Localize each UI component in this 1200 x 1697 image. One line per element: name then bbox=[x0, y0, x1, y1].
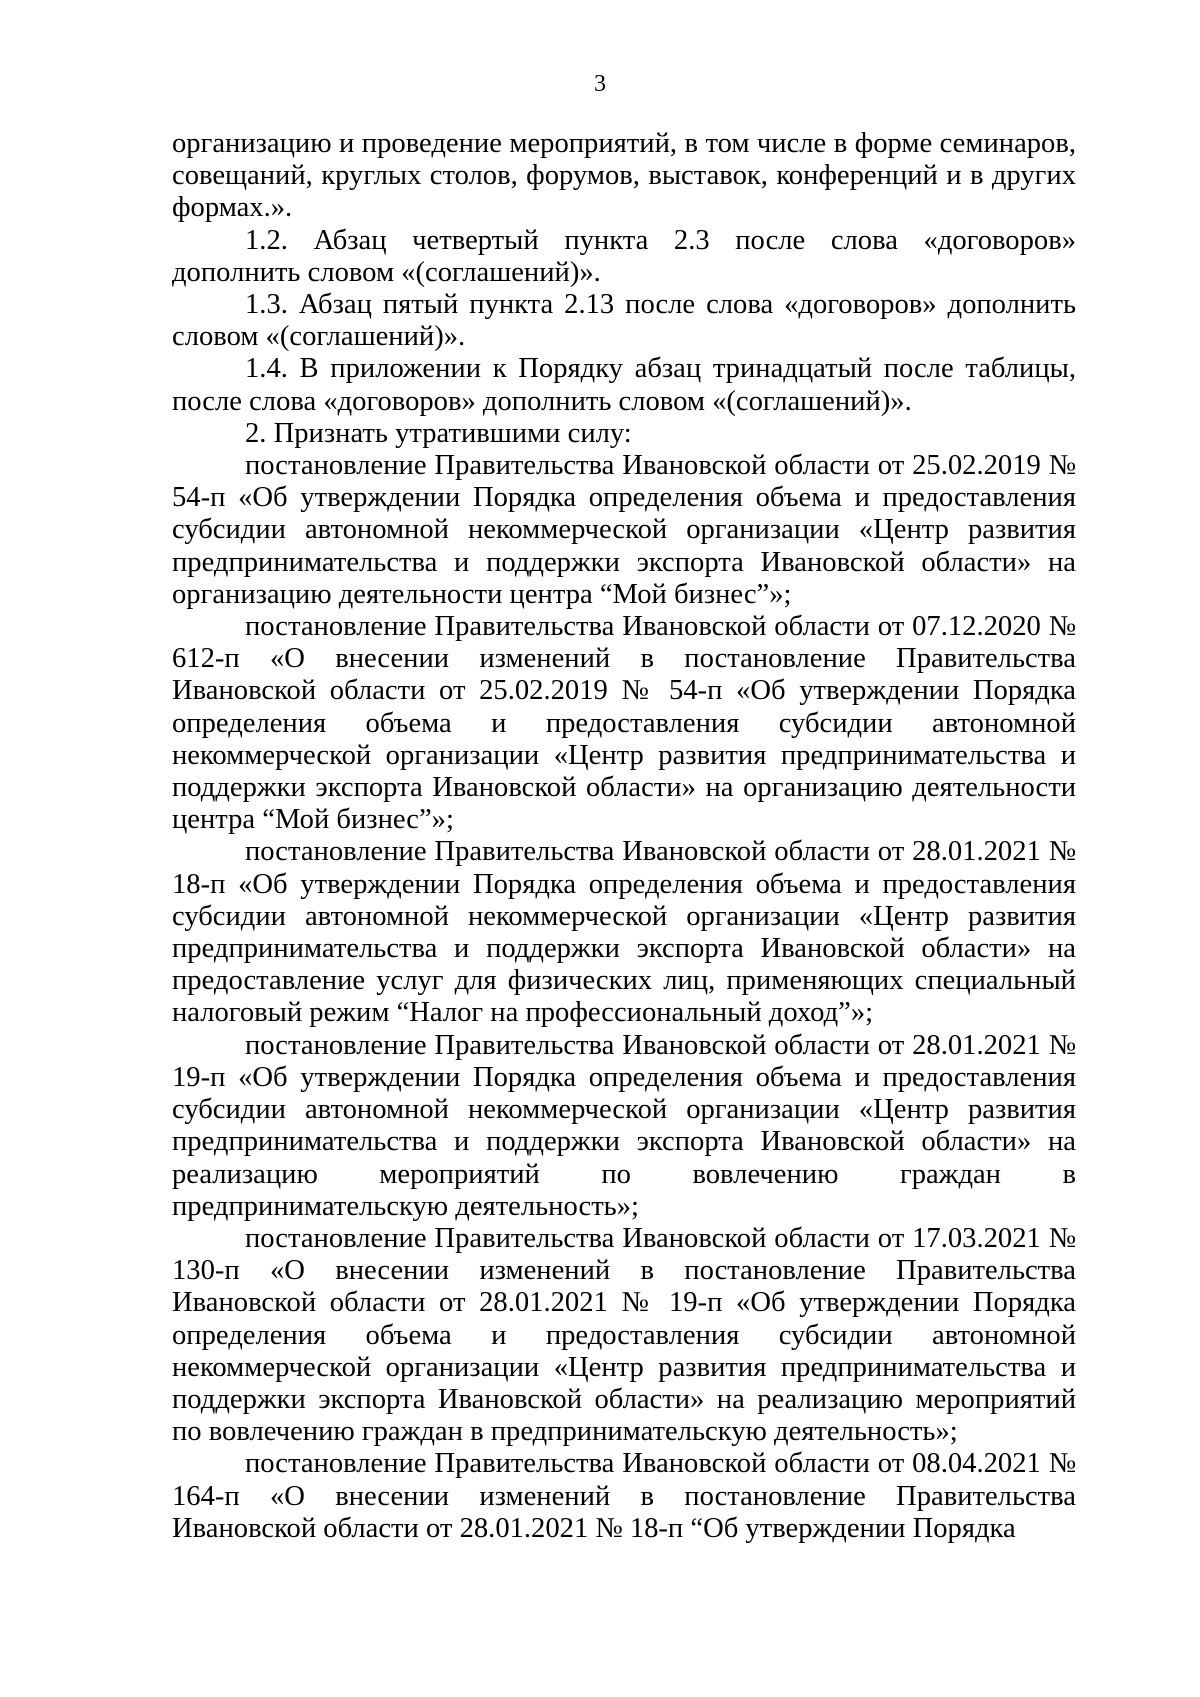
paragraph-decree-130: постановление Правительства Ивановской области от 17.03.2021 № 130-п «О внесении изменений в постановление Правительства Ивановской области от 28.01.2021 № 19-п «Об утверждении Порядка определения объема и предоставления субсидии автономной некоммерческой организации «Центр развития предпринимательства и поддержки экспорта Ивановской области» на реализацию мероприятий по вовлечению граждан в предпринимательскую деятельность»; bbox=[172, 1222, 1076, 1448]
paragraph-item-1-4: 1.4. В приложении к Порядку абзац тринадцатый после таблицы, после слова «договоров» дополнить словом «(соглашений)». bbox=[172, 353, 1076, 417]
paragraph-item-1-2: 1.2. Абзац четвертый пункта 2.3 после слова «договоров» дополнить словом «(соглашений)». bbox=[172, 224, 1076, 288]
paragraph-continuation: организацию и проведение мероприятий, в том числе в форме семинаров, совещаний, круглых столов, форумов, выставок, конференций и в других формах.». bbox=[172, 128, 1076, 224]
paragraph-decree-19: постановление Правительства Ивановской области от 28.01.2021 № 19-п «Об утверждении Порядка определения объема и предоставления субсидии автономной некоммерческой организации «Центр развития предпринимательства и поддержки экспорта Ивановской области» на реализацию мероприятий по вовлечению граждан в предпринимательскую деятельность»; bbox=[172, 1029, 1076, 1222]
page-number: 3 bbox=[594, 71, 606, 97]
paragraph-decree-164: постановление Правительства Ивановской области от 08.04.2021 № 164-п «О внесении изменений в постановление Правительства Ивановской области от 28.01.2021 № 18-п “Об утверждении Порядка bbox=[172, 1448, 1076, 1544]
paragraph-decree-54: постановление Правительства Ивановской области от 25.02.2019 № 54-п «Об утверждении Порядка определения объема и предоставления субсидии автономной некоммерческой организации «Центр развития предпринимательства и поддержки экспорта Ивановской области» на организацию деятельности центра “Мой бизнес”»; bbox=[172, 450, 1076, 610]
paragraph-decree-612: постановление Правительства Ивановской области от 07.12.2020 № 612-п «О внесении изменений в постановление Правительства Ивановской области от 25.02.2019 № 54-п «Об утверждении Порядка определения объема и предоставления субсидии автономной некоммерческой организации «Центр развития предпринимательства и поддержки экспорта Ивановской области» на организацию деятельности центра “Мой бизнес”»; bbox=[172, 611, 1076, 836]
paragraph-decree-18: постановление Правительства Ивановской области от 28.01.2021 № 18-п «Об утверждении Порядка определения объема и предоставления субсидии автономной некоммерческой организации «Центр развития предпринимательства и поддержки экспорта Ивановской области» на предоставление услуг для физических лиц, применяющих специальный налоговый режим “Налог на профессиональный доход”»; bbox=[172, 836, 1076, 1029]
paragraph-item-1-3: 1.3. Абзац пятый пункта 2.13 после слова «договоров» дополнить словом «(соглашений)». bbox=[172, 289, 1076, 353]
document-body bbox=[172, 128, 1076, 1545]
paragraph-item-2: 2. Признать утратившими силу: bbox=[245, 417, 632, 449]
